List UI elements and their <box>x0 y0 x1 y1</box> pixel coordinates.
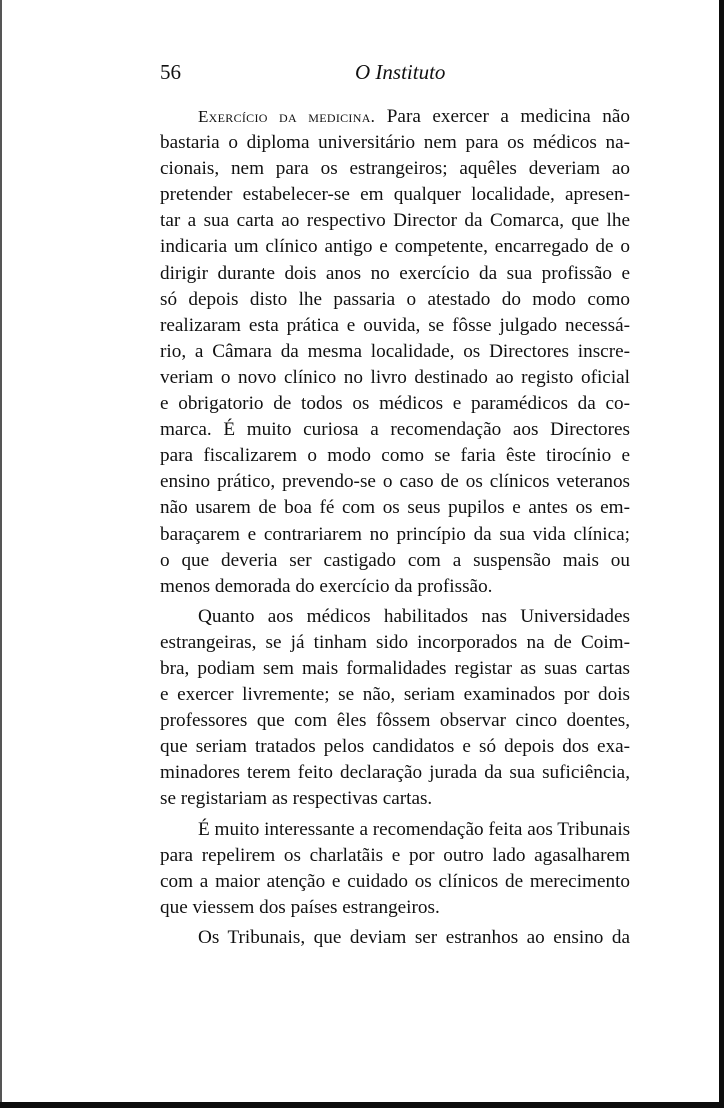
text-line: rio, a Câmara da mesma localidade, os Directores inscre- <box>160 340 630 362</box>
text-line: cionais, nem para os estrangeiros; aquêles deveriam ao <box>160 158 630 180</box>
text-line: que viessem dos países estrangeiros. <box>160 896 440 918</box>
paragraph-2 <box>160 604 630 813</box>
text-line: indicaria um clínico antigo e competente, encarregado de o <box>160 236 630 258</box>
text-line: menos demorada do exercício da profissão. <box>160 575 493 597</box>
text-line: e exercer livremente; se não, seriam examinados por dois <box>160 684 630 706</box>
section-lead: Exercício da medicina. <box>198 107 376 126</box>
text-line: e obrigatorio de todos os médicos e paramédicos da co- <box>160 393 630 415</box>
text-line: com a maior atenção e cuidado os clínicos de merecimento <box>160 870 630 892</box>
page-number: 56 <box>160 60 181 84</box>
text-line: É muito interessante a recomendação feita aos Tribunais <box>198 818 631 840</box>
body-text <box>160 104 630 951</box>
scan-border-bottom <box>0 1102 724 1108</box>
text-line: pretender estabelecer-se em qualquer localidade, apresen- <box>160 184 630 206</box>
text-line: bra, podiam sem mais formalidades registar as suas cartas <box>160 657 630 679</box>
text-line: tar a sua carta ao respectivo Director da Comarca, que lhe <box>160 210 630 232</box>
text-line: Quanto aos médicos habilitados nas Universidades <box>198 605 630 627</box>
text-line: não usarem de boa fé com os seus pupilos e antes os em- <box>160 497 630 519</box>
paragraph-3 <box>160 817 630 921</box>
text-line: baraçarem e contrariarem no princípio da sua vida clínica; <box>160 523 630 545</box>
text-line: Exercício da medicina. Para exercer a medicina não <box>198 106 630 127</box>
text-line: dirigir durante dois anos no exercício da sua profissão e <box>160 262 630 284</box>
text-line: minadores terem feito declaração jurada da sua suficiência, <box>160 762 630 784</box>
page-edge-left <box>0 0 2 1108</box>
text-line: marca. É muito curiosa a recomendação aos Directores <box>160 419 630 441</box>
text-line: só depois disto lhe passaria o atestado do modo como <box>160 288 630 310</box>
text-line: ensino prático, prevendo-se o caso de os clínicos veteranos <box>160 471 630 493</box>
scan-border-right <box>719 0 724 1108</box>
page-header <box>160 60 630 90</box>
text-line: o que deveria ser castigado com a suspensão mais ou <box>160 549 630 571</box>
running-title: O Instituto <box>355 60 446 84</box>
text-line: Os Tribunais, que deviam ser estranhos ao ensino da <box>198 926 630 948</box>
text-line: realizaram esta prática e ouvida, se fôsse julgado necessá- <box>160 314 630 336</box>
text-line: se registariam as respectivas cartas. <box>160 788 433 810</box>
text-line: bastaria o diploma universitário nem para os médicos na- <box>160 132 630 154</box>
text-line: veriam o novo clínico no livro destinado ao registo oficial <box>160 366 630 388</box>
paragraph-1 <box>160 104 630 600</box>
text-line: estrangeiras, se já tinham sido incorporados na de Coim- <box>160 631 630 653</box>
text-line: para fiscalizarem o modo como se faria êste tirocínio e <box>160 445 630 467</box>
text-line: para repelirem os charlatãis e por outro lado agasalharem <box>160 844 630 866</box>
paragraph-4 <box>160 925 630 951</box>
text-line: professores que com êles fôssem observar cinco doentes, <box>160 710 630 732</box>
text-line: que seriam tratados pelos candidatos e só depois dos exa- <box>160 736 630 758</box>
